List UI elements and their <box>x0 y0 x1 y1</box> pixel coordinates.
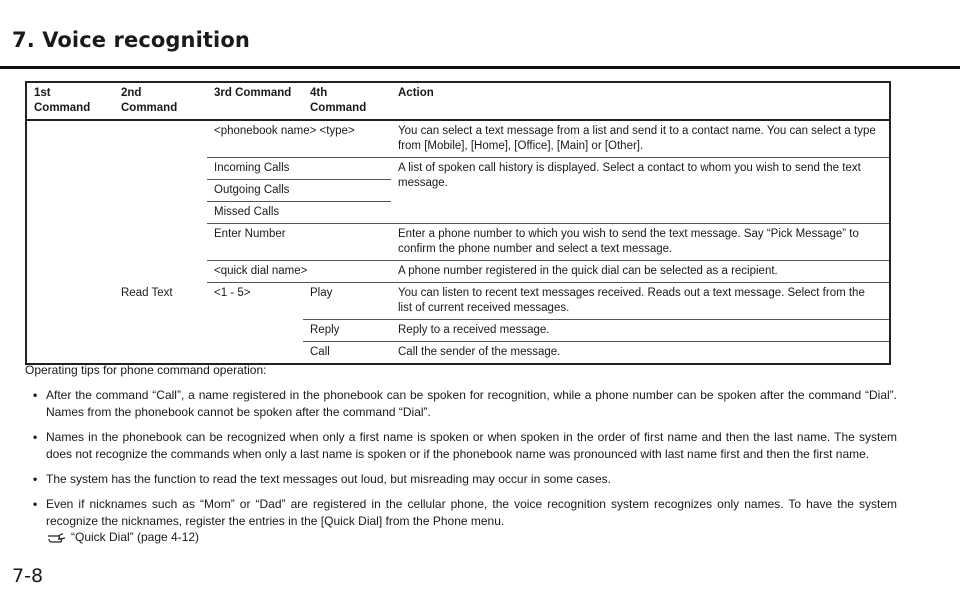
page-number: 7-8 <box>12 565 44 587</box>
bullet-icon: • <box>33 388 38 402</box>
action-call-history: A list of spoken call history is displayed. Select a contact to whom you wish to send the text message. <box>391 158 890 224</box>
cmd2-cell <box>114 120 207 283</box>
reference-link[interactable]: “Quick Dial” (page 4-12) <box>71 530 200 544</box>
action-phonebook: You can select a text message from a list and send it to a contact name. You can select a type from [Mobile], [Home], [Office], [Main] or [Other]. <box>391 120 890 158</box>
cmd3-range: <1 - 5> <box>214 287 251 299</box>
pointing-hand-icon <box>47 532 67 544</box>
list-item <box>25 387 897 421</box>
page-reference[interactable] <box>25 529 897 546</box>
action-call: Call the sender of the message. <box>398 346 561 358</box>
page-title: 7. Voice recognition <box>12 28 250 52</box>
tip-text: Names in the phonebook can be recognized when only a first name is spoken or when spoken in the order of first name and then the last name. The system does not recognize the commands when only a last name is spoken or if the phonebook name was pronounced with last name first and then the first name. <box>46 430 897 461</box>
tip-text: The system has the function to read the text messages out loud, but misreading may occur in some cases. <box>46 472 611 486</box>
tip-text: Even if nicknames such as “Mom” or “Dad” are registered in the cellular phone, the voice recognition system recognizes only names. To have the system recognize the nicknames, register the entries in the [Quick Dial] from the Phone menu. <box>46 497 897 528</box>
header-3rd-command: 3rd Command <box>207 82 303 120</box>
action-enter-number: Enter a phone number to which you wish to send the text message. Say “Pick Message” to confirm the phone number and select a text message. <box>391 224 890 261</box>
cmd2-read-text: Read Text <box>121 286 173 299</box>
bullet-icon: • <box>33 472 38 486</box>
header-1st-command: 1st Command <box>26 82 114 120</box>
cmd4-reply: Reply <box>303 320 391 342</box>
table-row <box>26 120 890 158</box>
table-row <box>26 283 890 320</box>
header-2nd-command: 2nd Command <box>114 82 207 120</box>
action-play: You can listen to recent text messages received. Reads out a text message. Select from the list of current received messages. <box>391 283 890 320</box>
page-header <box>0 0 960 66</box>
action-quick-dial: A phone number registered in the quick dial can be selected as a recipient. <box>391 261 890 283</box>
tips-lead: Operating tips for phone command operation: <box>25 363 267 377</box>
cmd4-play: Play <box>303 283 391 320</box>
action-reply: Reply to a received message. <box>391 320 890 342</box>
header-rule <box>0 66 960 69</box>
cmd3-missed: Missed Calls <box>207 202 391 224</box>
cmd1-cell <box>26 120 114 364</box>
header-action: Action <box>391 82 890 120</box>
cmd3-outgoing: Outgoing Calls <box>207 180 391 202</box>
cmd3-incoming: Incoming Calls <box>207 158 391 180</box>
cmd3-quick-dial: <quick dial name> <box>207 261 391 283</box>
cmd4-call: Call <box>310 346 330 358</box>
tips-list <box>25 387 897 530</box>
voice-command-table <box>25 81 891 365</box>
list-item <box>25 496 897 530</box>
tip-text: After the command “Call”, a name registered in the phonebook can be spoken for recognition, while a phone number can be spoken after the command “Dial”. Names from the phonebook cannot be spoken after the command “Dial”. <box>46 388 897 419</box>
list-item <box>25 471 897 488</box>
header-4th-command: 4th Command <box>303 82 391 120</box>
cmd3-phonebook: <phonebook name> <type> <box>207 120 391 158</box>
bullet-icon: • <box>33 497 38 511</box>
table-header-row <box>26 82 890 120</box>
list-item <box>25 429 897 463</box>
cmd3-enter-number: Enter Number <box>207 224 391 261</box>
operating-tips <box>25 362 897 546</box>
bullet-icon: • <box>33 430 38 444</box>
